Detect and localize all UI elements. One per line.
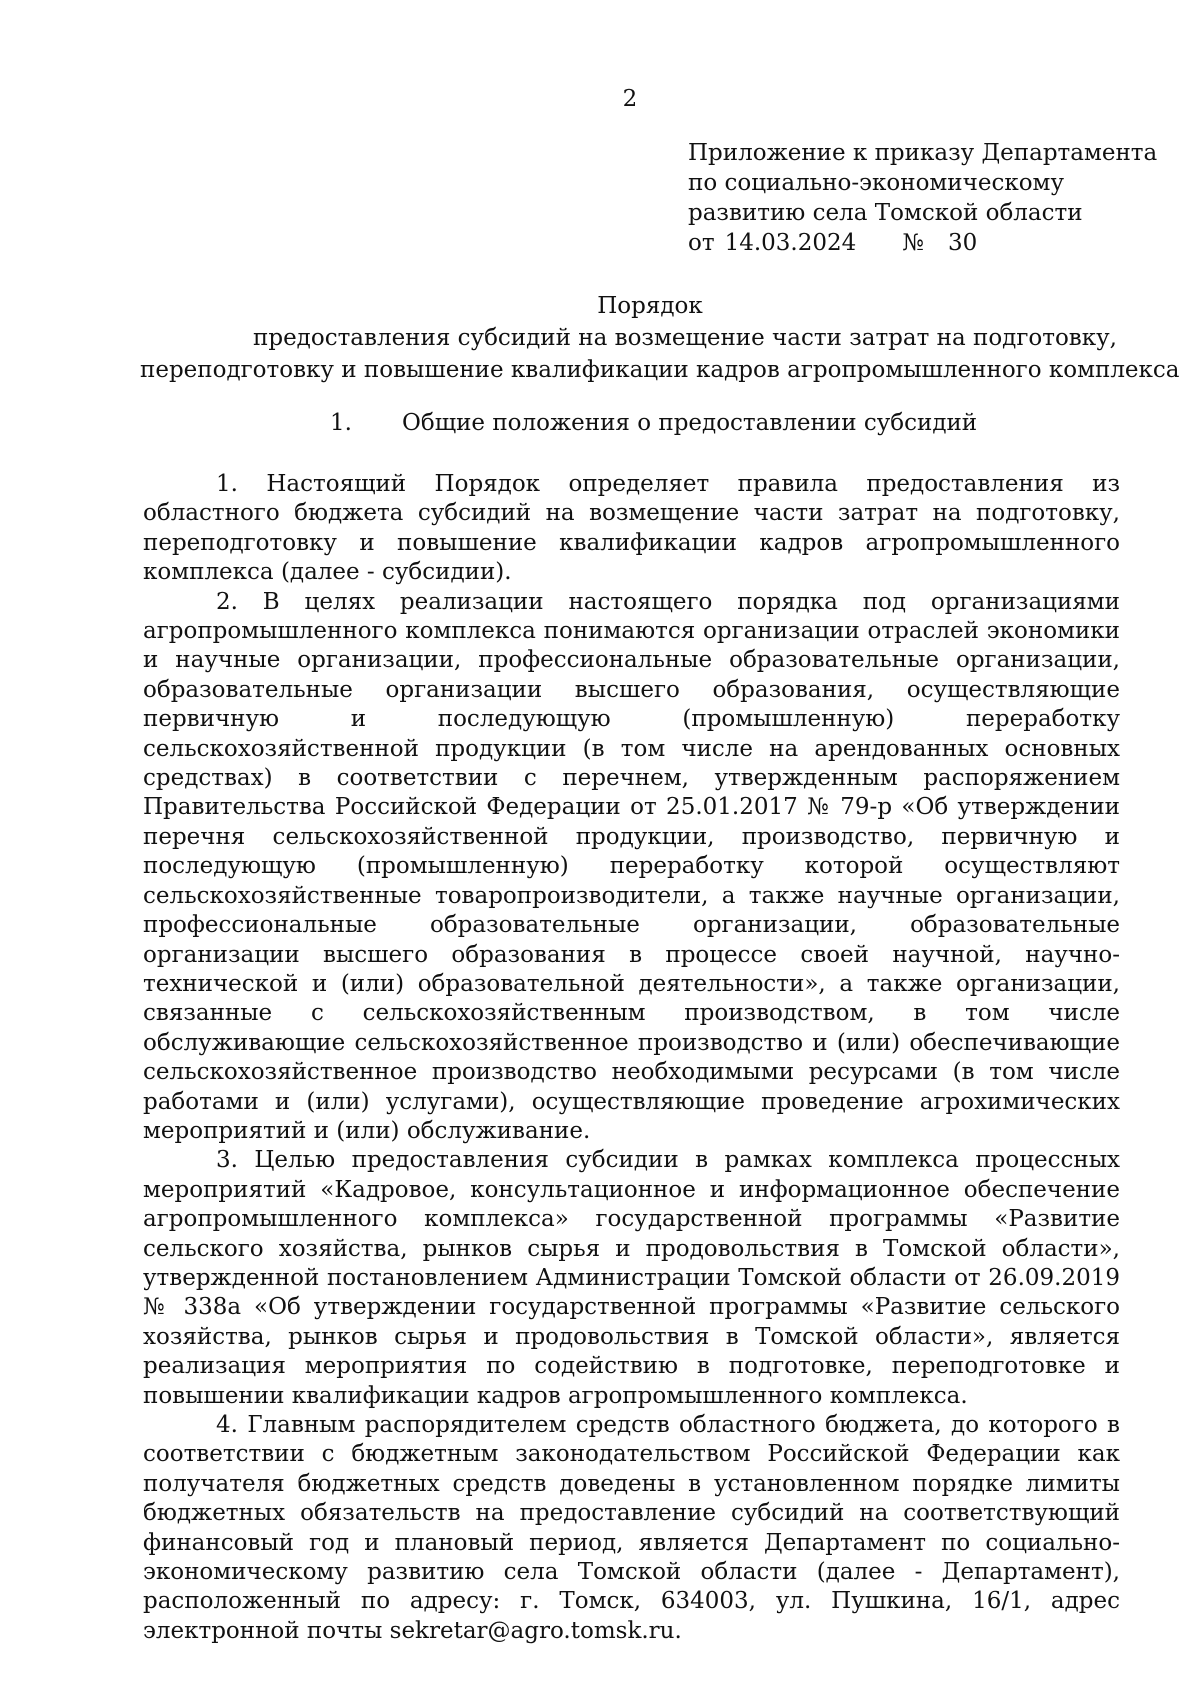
- document-title: [140, 290, 1180, 386]
- section-heading: [330, 410, 977, 436]
- body-text: [143, 470, 1120, 1646]
- paragraph-2: 2. В целях реализации настоящего порядка под организациями агропромышленного комплекса понимаются организации отраслей экономики и научные организации, профессиональные образовательные организации, образовательные организации высшего образования, осуществляющие первичную и последующую (промышленную) переработку сельскохозяйственной продукции (в том числе на арендованных основных средствах) в соответствии с перечнем, утвержденным распоряжением Правительства Российской Федерации от 25.01.2017 № 79-р «Об утверждении перечня сельскохозяйственной продукции, производство, первичную и последующую (промышленную) переработку которой осуществляют сельскохозяйственные товаропроизводители, а также научные организации, профессиональные образовательные организации, образовательные организации высшего образования в процессе своей научной, научно-технической и (или) образовательной деятельности», а также организации, связанные с сельскохозяйственным производством, в том числе обслуживающие сельскохозяйственное производство и (или) обеспечивающие сельскохозяйственное производство необходимыми ресурсами (в том числе работами и (или) услугами), осуществляющие проведение агрохимических мероприятий и (или) обслуживание.: [143, 588, 1120, 1144]
- paragraph-3: 3. Целью предоставления субсидии в рамках комплекса процессных мероприятий «Кадровое, консультационное и информационное обеспечение агропромышленного комплекса» государственной программы «Развитие сельского хозяйства, рынков сырья и продовольствия в Томской области», утвержденной постановлением Администрации Томской области от 26.09.2019 № 338а «Об утверждении государственной программы «Развитие сельского хозяйства, рынков сырья и продовольствия в Томской области», является реализация мероприятия по содействию в подготовке, переподготовке и повышении квалификации кадров агропромышленного комплекса.: [143, 1147, 1120, 1409]
- date-prefix: от: [688, 230, 715, 256]
- paragraph-1: 1. Настоящий Порядок определяет правила предоставления из областного бюджета субсидий на возмещение части затрат на подготовку, переподготовку и повышение квалификации кадров агропромышленного комплекса (далее - субсидии).: [143, 471, 1120, 586]
- paragraph-4: 4. Главным распорядителем средств областного бюджета, до которого в соответствии с бюджетным законодательством Российской Федерации как получателя бюджетных средств доведены в установленном порядке лимиты бюджетных обязательств на предоставление субсидий на соответствующий финансовый год и плановый период, является Департамент по социально-экономическому развитию села Томской области (далее - Департамент), расположенный по адресу: г. Томск, 634003, ул. Пушкина, 16/1, адрес электронной почты sekretar@agro.tomsk.ru.: [143, 1412, 1120, 1644]
- order-date: 14.03.2024: [724, 230, 857, 256]
- page-number: 2: [622, 86, 638, 112]
- appendix-line-3: развитию села Томской области: [688, 200, 1083, 226]
- section-title: Общие положения о предоставлении субсидий: [402, 410, 978, 436]
- title-main: Порядок: [597, 293, 703, 319]
- section-number: 1.: [330, 410, 352, 436]
- appendix-line-2: по социально-экономическому: [688, 170, 1064, 196]
- title-line-1: предоставления субсидий на возмещение части затрат на подготовку,: [253, 325, 1117, 351]
- appendix-header: [688, 138, 1158, 258]
- title-line-2: переподготовку и повышение квалификации кадров агропромышленного комплекса: [140, 357, 1180, 383]
- order-number: 30: [948, 230, 978, 256]
- appendix-line-1: Приложение к приказу Департамента: [688, 140, 1158, 166]
- appendix-date-line: [688, 228, 1128, 258]
- number-label: №: [902, 230, 925, 256]
